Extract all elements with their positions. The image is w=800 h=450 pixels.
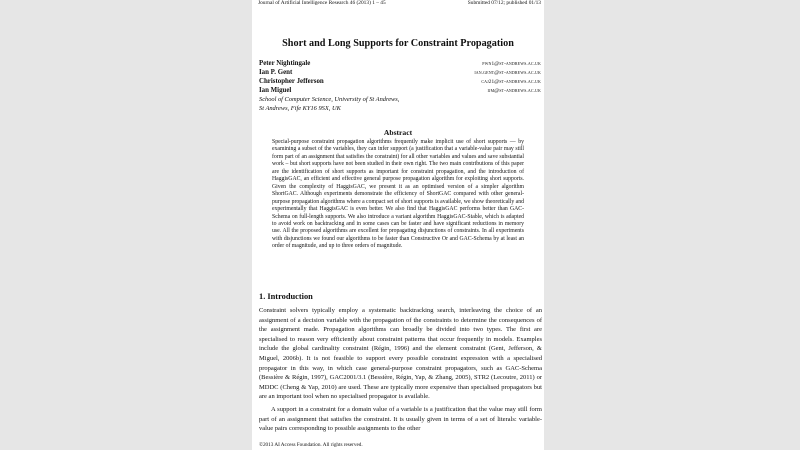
paper-title: Short and Long Supports for Constraint Propagation <box>282 38 514 49</box>
abstract-heading: Abstract <box>383 128 413 137</box>
submission-dates: Submitted 07/12; published 01/13 <box>467 0 541 6</box>
affiliation-line: School of Computer Science, University of St Andrews, <box>259 96 400 103</box>
author-name: Ian P. Gent <box>259 69 293 76</box>
author-email[interactable]: ian.gent@st-andrews.ac.uk <box>474 70 541 76</box>
affiliation-line: St Andrews, Fife KY16 9SX, UK <box>259 105 341 112</box>
author-name: Christopher Jefferson <box>259 78 324 85</box>
body-paragraph: A support in a constraint for a domain value of a variable is a justification that the value may still form part of an assignment that satisfies the constraint. It is usually given in terms of a set of literals: variable-value pairs corresponding to possible assignments to the other <box>259 406 542 433</box>
abstract-text: Special-purpose constraint propagation algorithms frequently make implicit use of short supports — by examining a subset of the variables, they can infer support (a justification that a variable-value pair may still form part of an assignment that satisfies the constraint) for all other variables and values and save substantial work – but short supports have not been studied in their own right. The two main contributions of this paper are the identification of short supports as important for constraint propagation, and the introduction of HaggisGAC, an efficient and effective general purpose propagation algorithm for exploiting short supports. Given the complexity of HaggisGAC, we present it as an optimised version of a simpler algorithm ShortGAC. Although experiments demonstrate the efficiency of ShortGAC compared with other general-purpose propagation algorithms where a compact set of short supports is available, we show theoretically and experimentally that HaggisGAC is even better. We also find that HaggisGAC performs better than GAC-Schema on full-length supports. We also introduce a variant algorithm HaggisGAC-Stable, which is adapted to avoid work on backtracking and in some cases can be faster and have significant reductions in memory use. All the proposed algorithms are excellent for propagating disjunctions of constraints. In all experiments with disjunctions we found our algorithms to be faster than Constructive Or and GAC-Schema by at least an order of magnitude, and up to three orders of magnitude. <box>272 139 524 250</box>
section-heading: 1. Introduction <box>259 292 313 301</box>
journal-header: Journal of Artificial Intelligence Research 46 (2013) 1 – 45 <box>258 0 386 6</box>
author-email[interactable]: ijm@st-andrews.ac.uk <box>487 88 541 94</box>
copyright-footer: ©2013 AI Access Foundation. All rights reserved. <box>259 442 363 448</box>
author-name: Ian Miguel <box>259 87 292 94</box>
author-email[interactable]: caj21@st-andrews.ac.uk <box>481 79 541 85</box>
author-email[interactable]: pwn1@st-andrews.ac.uk <box>482 61 541 67</box>
body-paragraph: Constraint solvers typically employ a systematic backtracking search, interleaving the choice of an assignment of a decision variable with the propagation of the constraints to determine the consequences of the assignment made. Propagation algorithms can broadly be divided into two types. The first are specialised to reason very efficiently about constraint patterns that occur frequently in models. Examples include the global cardinality constraint (Régin, 1996) and the element constraint (Gent, Jefferson, & Miguel, 2006b). It is not feasible to support every possible constraint expression with a specialised propagator in this way, in which case general-purpose constraint propagators, such as GAC-Schema (Bessière & Régin, 1997), GAC2001/3.1 (Bessière, Régin, Yap, & Zhang, 2005), STR2 (Lecoutre, 2011) or MDDC (Cheng & Yap, 2010) are used. These are typically more expensive than specialised propagators but are an important tool when no specialised propagator is available. <box>259 307 542 401</box>
paper-page <box>252 0 544 450</box>
author-name: Peter Nightingale <box>259 60 311 67</box>
